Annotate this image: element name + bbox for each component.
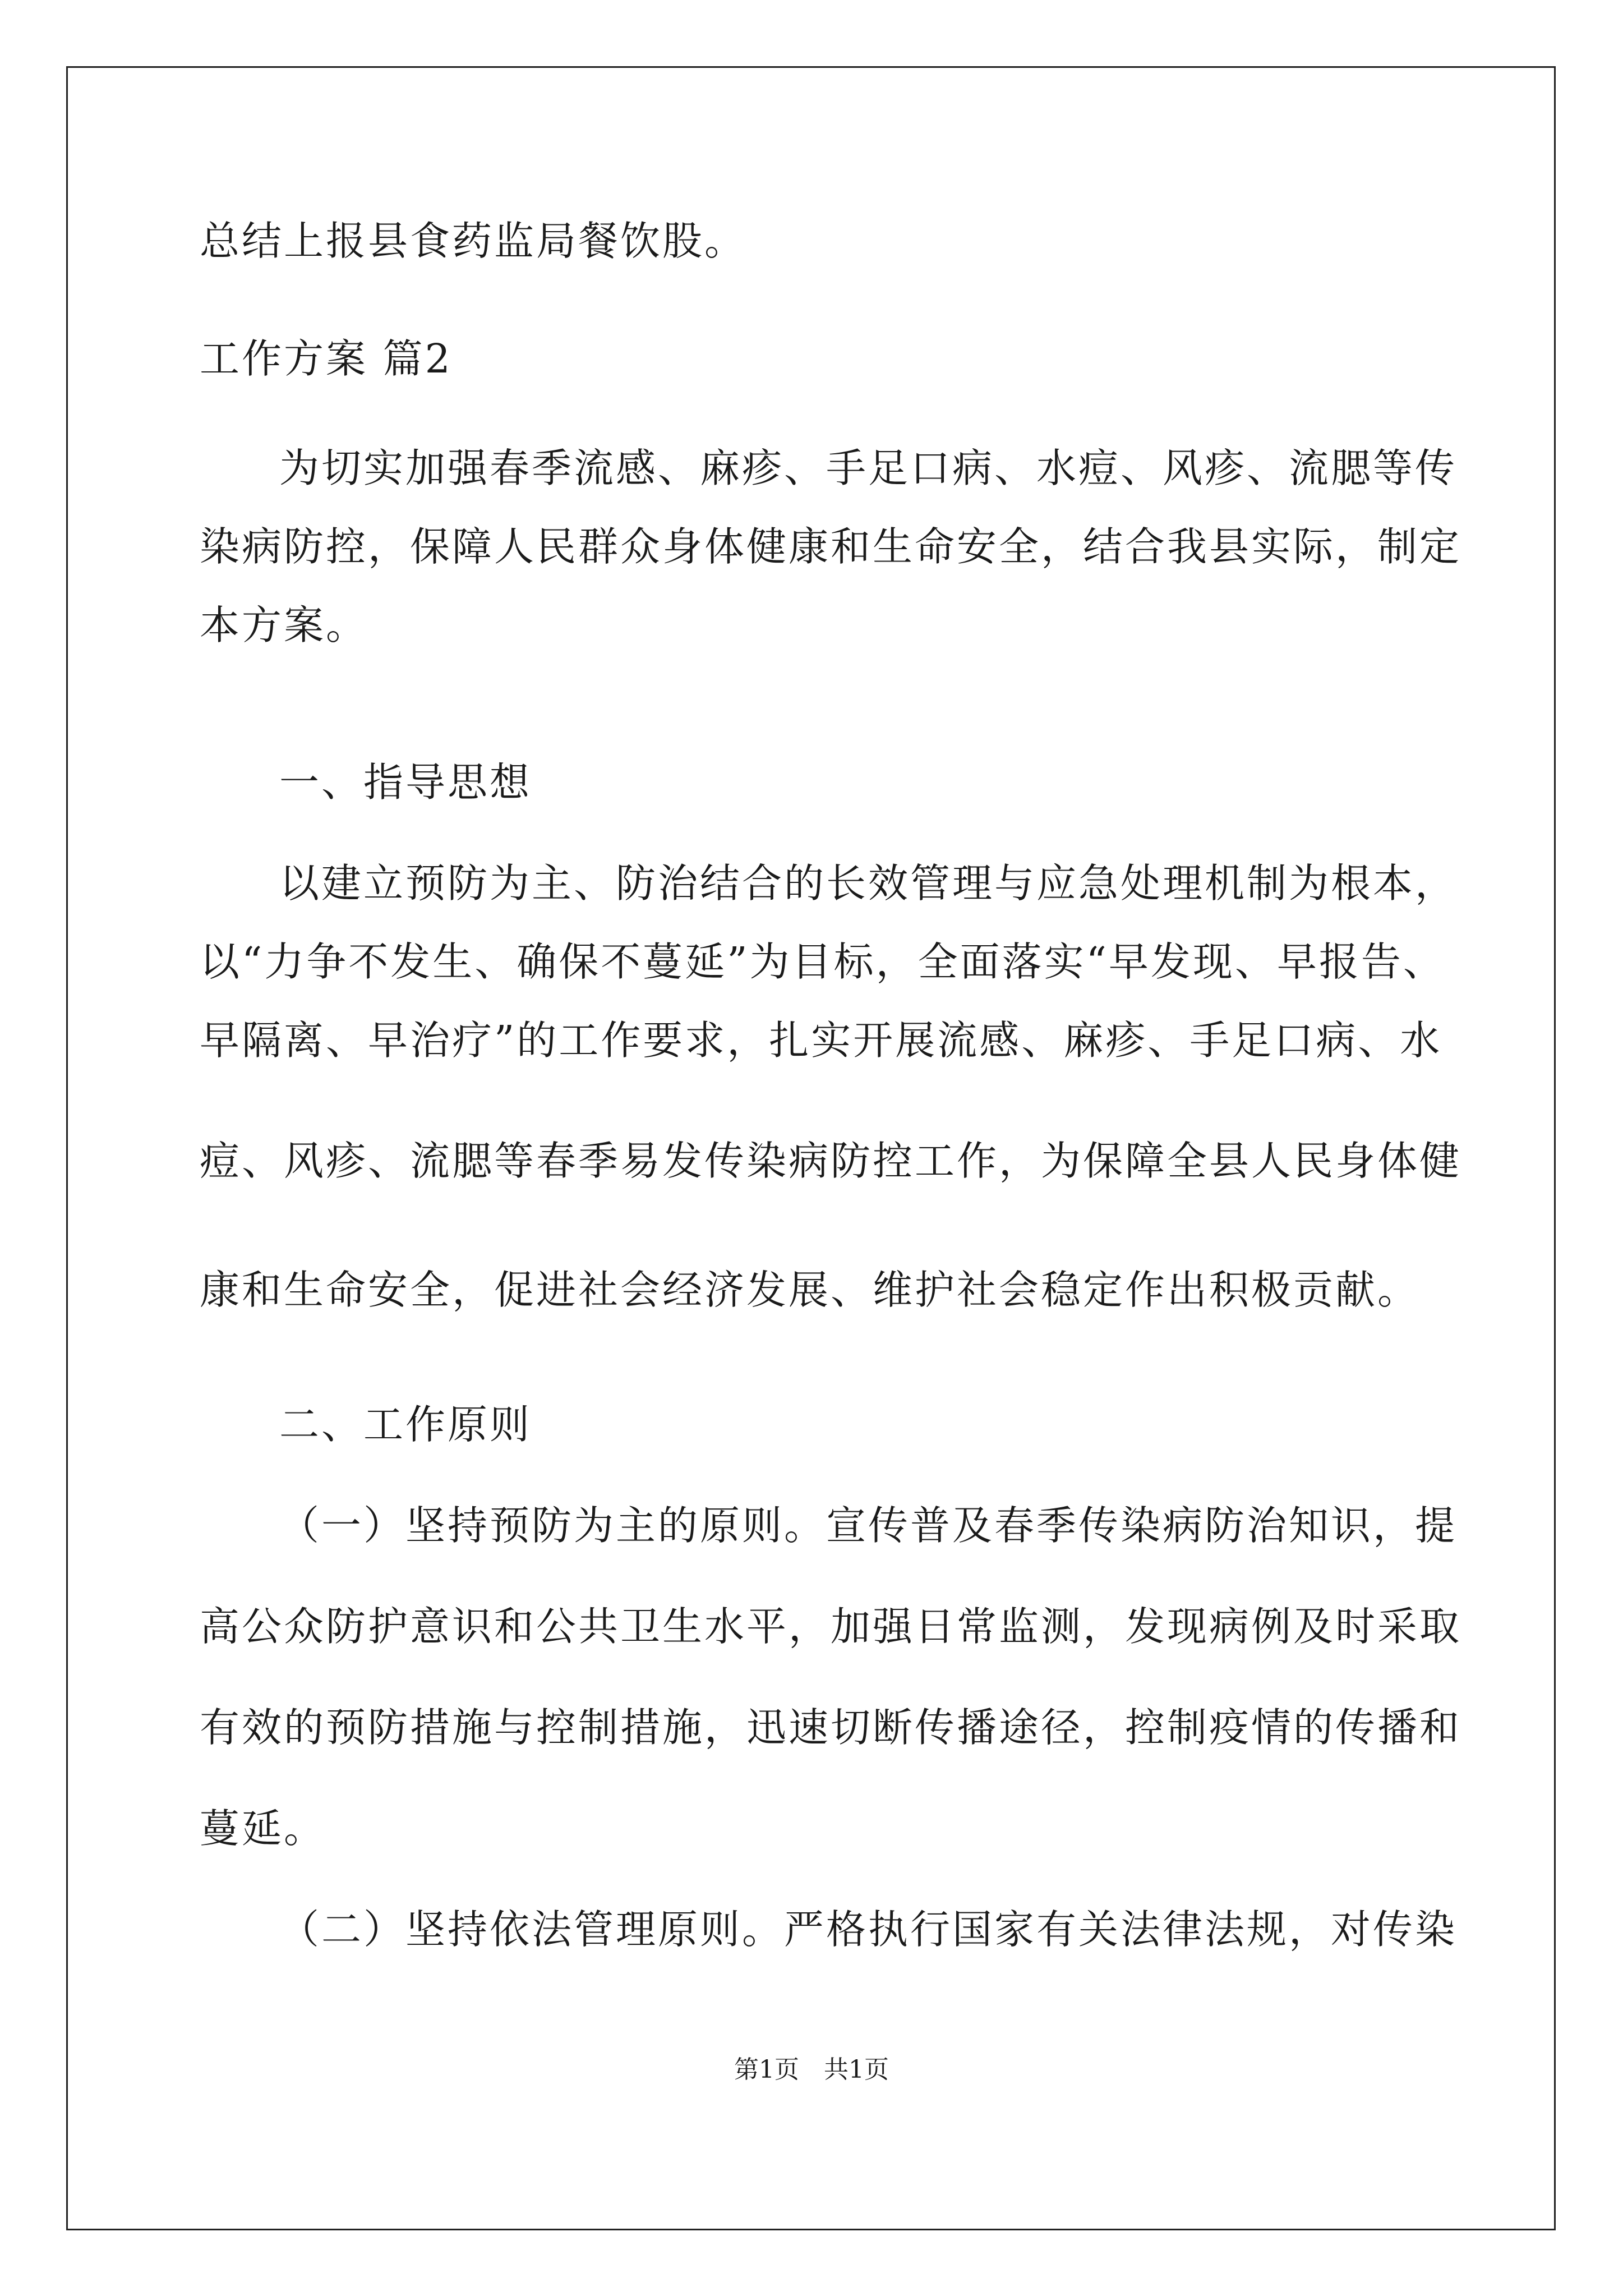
text-line: （二）坚持依法管理原则。严格执行国家有关法律法规，对传染	[279, 1906, 1458, 1953]
section-heading: 二、工作原则	[279, 1401, 532, 1448]
page-footer	[0, 2053, 1623, 2087]
text-line: 总结上报县食药监局餐饮股。	[200, 218, 747, 264]
text-line: 为切实加强春季流感、麻疹、手足口病、水痘、风疹、流腮等传	[279, 445, 1458, 491]
text-line: 蔓延。	[200, 1805, 326, 1852]
text-line: 以“力争不发生、确保不蔓延”为目标，全面落实“早发现、早报告、	[200, 938, 1445, 985]
text-line: 高公众防护意识和公共卫生水平，加强日常监测，发现病例及时采取	[200, 1603, 1462, 1650]
section-heading: 一、指导思想	[279, 759, 532, 806]
page-total: 共1页	[824, 2055, 889, 2084]
text-line: 染病防控，保障人民群众身体健康和生命安全，结合我县实际，制定	[200, 523, 1462, 570]
text-line: 有效的预防措施与控制措施，迅速切断传播途径，控制疫情的传播和	[200, 1704, 1462, 1751]
text-line: 痘、风疹、流腮等春季易发传染病防控工作，为保障全县人民身体健	[200, 1138, 1462, 1184]
text-line: 本方案。	[200, 602, 368, 648]
section-heading: 工作方案 篇2	[200, 335, 453, 382]
text-line: （一）坚持预防为主的原则。宣传普及春季传染病防治知识，提	[279, 1502, 1458, 1549]
text-line: 以建立预防为主、防治结合的长效管理与应急处理机制为根本，	[279, 860, 1458, 907]
text-line: 康和生命安全，促进社会经济发展、维护社会稳定作出积极贡献。	[200, 1267, 1420, 1313]
page-number: 第1页	[734, 2055, 799, 2084]
text-line: 早隔离、早治疗”的工作要求，扎实开展流感、麻疹、手足口病、水	[200, 1017, 1442, 1064]
